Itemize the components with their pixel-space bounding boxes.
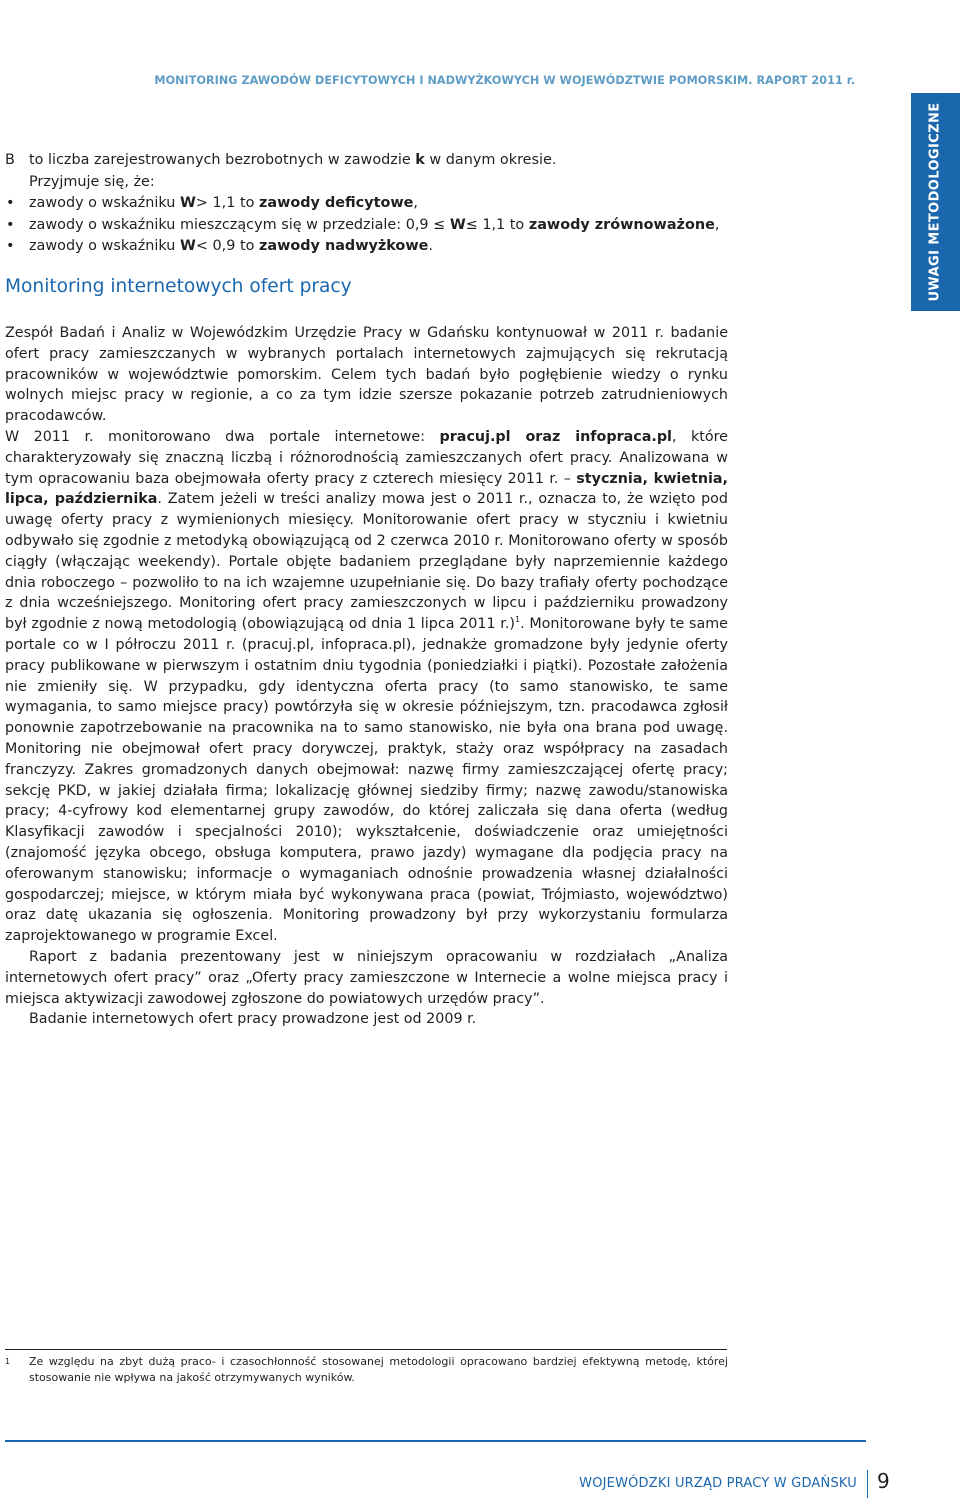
footer-separator bbox=[867, 1470, 868, 1498]
side-tab-label: UWAGI METODOLOGICZNE bbox=[927, 102, 943, 302]
bullet-text: zawody o wskaźniku bbox=[29, 238, 180, 255]
bullet-item bbox=[5, 215, 885, 237]
portal-names: pracuj.pl oraz infopraca.pl bbox=[439, 428, 672, 445]
text-run: . Monitorowane były te same portale co w I półroczu 2011 r. (pracuj.pl, infopraca.pl), jednakże gromadzone były jedynie oferty pracy publikowane w pierwszym i ostatnim dniu tygodnia (poniedziałki i piątki). Pozostałe założenia nie zmieniły się. W przypadku, gdy identyczna oferta pracy (to samo stanowisko, te same wymagania, to samo miejsce pracy) powtórzyła się w okresie późniejszym, tzn. pracodawca zgłosił ponownie zapotrzebowanie na pracownika na to samo stanowisko, nie była ona brana pod uwagę. Monitoring nie obejmował ofert pracy dorywczej, praktyk, staży oraz współpracy na zasadach franczyzy. Zakres gromadzonych danych obejmował: nazwę firmy zamieszczającej ofertę pracy; sekcję PKD, w jakiej działała firma; lokalizację głównej siedziby firmy; nazwę zawodu/stanowiska pracy; 4-cyfrowy kod elementarnej grupy zawodów, do której zaliczała się dana oferta (według Klasyfikacji zawodów i specjalności 2010); wykształcenie, doświadczenie oraz umiejętności (znajomość języka obcego, obsługa komputera, prawo jazdy) wymagane dla podjęcia pracy na oferowanym stanowisku; informacje o wymaganiach odnośnie prowadzenia własnej działalności gospodarczej; miejsce, w którym miała być wykonywana praca (powiat, Trójmiasto, województwo) oraz datę ukazania się ogłoszenia. Monitoring prowadzony był przy wykorzystaniu formularza zaprojektowanego w programie Excel. bbox=[5, 616, 728, 945]
definition-b bbox=[5, 150, 885, 172]
b-text-pre: to liczba zarejestrowanych bezrobotnych w zawodzie bbox=[29, 152, 416, 168]
bullet-text: , bbox=[714, 216, 720, 233]
bullet-item bbox=[5, 193, 885, 215]
bullet-text: > 1,1 to bbox=[195, 195, 259, 212]
bullet-text: . bbox=[428, 238, 433, 255]
paragraph: Badanie internetowych ofert pracy prowadzone jest od 2009 r. bbox=[29, 1011, 477, 1028]
footer-organization: WOJEWÓDZKI URZĄD PRACY W GDAŃSKU bbox=[579, 1476, 857, 1491]
body-text bbox=[5, 323, 728, 1030]
paragraph: Zespół Badań i Analiz w Wojewódzkim Urzędzie Pracy w Gdańsku kontynuował w 2011 r. badanie ofert pracy zamieszczanych w wybranych portalach internetowych zajmujących się rekrutacją pracowników w województwie pomorskim. Celem tych badań było pogłębienie wiedzy o rynku wolnych miejsc pracy w regionie, a co za tym idzie szersze pokazanie potrzeb zatrudnieniowych pracodawców. bbox=[5, 325, 728, 425]
bullet-text: , bbox=[413, 195, 418, 212]
text-run: , które charakteryzowały się znaczną liczbą i różnorodnością zamieszczanych ofert pracy. Analizowana w tym opracowaniu baza obejmowała oferty pracy z czterech miesięcy 2011 r. – bbox=[5, 428, 728, 487]
indicator-definitions bbox=[5, 150, 885, 258]
footnote-reference[interactable]: 1 bbox=[514, 615, 521, 625]
bullet-symbol-w: W bbox=[179, 238, 196, 255]
assumption-line bbox=[5, 172, 885, 194]
bullet-icon: • bbox=[6, 216, 15, 233]
bullet-text: ≤ 1,1 to bbox=[465, 216, 529, 233]
bullet-term: zawody nadwyżkowe bbox=[258, 238, 429, 255]
months-list: stycznia, kwietnia, lipca, października bbox=[5, 470, 728, 508]
bullet-text: zawody o wskaźniku mieszczącym się w przedziale: 0,9 ≤ bbox=[29, 216, 450, 233]
text-run: W 2011 r. monitorowano dwa portale internetowe: bbox=[5, 428, 440, 445]
section-title: Monitoring internetowych ofert pracy bbox=[5, 276, 352, 297]
footer-divider bbox=[5, 1440, 866, 1442]
paragraph bbox=[5, 427, 728, 947]
bullet-symbol-w: W bbox=[179, 195, 196, 212]
side-tab bbox=[911, 93, 960, 311]
assumption-text: Przyjmuje się, że: bbox=[29, 173, 155, 190]
b-text-k: k bbox=[415, 152, 425, 168]
page-number: 9 bbox=[877, 1469, 890, 1493]
bullet-icon: • bbox=[6, 238, 15, 255]
running-header: MONITORING ZAWODÓW DEFICYTOWYCH I NADWYŻKOWYCH W WOJEWÓDZTWIE POMORSKIM. RAPORT 2011 r. bbox=[154, 74, 855, 87]
footnote-text: Ze względu na zbyt dużą praco- i czasochłonność stosowanej metodologii opracowano bardziej efektywną metodę, której stosowanie nie wpływa na jakość otrzymywanych wyników. bbox=[29, 1355, 728, 1384]
bullet-item bbox=[5, 236, 885, 258]
bullet-term: zawody deficytowe bbox=[258, 195, 414, 212]
footnote-number: 1 bbox=[5, 1357, 11, 1366]
bullet-icon: • bbox=[6, 195, 15, 212]
bullet-term: zawody zrównoważone bbox=[528, 216, 715, 233]
bullet-text: < 0,9 to bbox=[195, 238, 259, 255]
paragraph: Raport z badania prezentowany jest w niniejszym opracowaniu w rozdziałach „Analiza internetowych ofert pracy” oraz „Oferty pracy zamieszczone w Internecie a wolne miejsca pracy i miejsca aktywizacji zawodowej zgłoszone do powiatowych urzędów pracy”. bbox=[5, 948, 728, 1007]
bullet-symbol-w: W bbox=[449, 216, 466, 233]
b-symbol: B bbox=[5, 152, 15, 168]
b-text-post: w danym okresie. bbox=[424, 152, 557, 168]
bullet-text: zawody o wskaźniku bbox=[29, 195, 180, 212]
text-run: . Zatem jeżeli w treści analizy mowa jest o 2011 r., oznacza to, że wzięto pod uwagę oferty pracy z wymienionych miesięcy. Monitorowanie ofert pracy w styczniu i kwietniu odbywało się zgodnie z metodyką obowiązującą od 2 czerwca 2010 r. Monitorowano oferty w sposób ciągły (włączając weekendy). Portale objęte badaniem przeglądane były naprzemiennie każdego dnia roboczego – pozwoliło to na ich wzajemne uzupełnianie się. Do bazy trafiały oferty pochodzące z dnia wcześniejszego. Monitoring ofert pracy zamieszczonych w lipcu i październiku prowadzony był zgodnie z nową metodologią (obowiązującą od dnia 1 lipca 2011 r.) bbox=[5, 491, 728, 633]
footnote-divider bbox=[5, 1349, 727, 1350]
footnote bbox=[5, 1354, 728, 1386]
